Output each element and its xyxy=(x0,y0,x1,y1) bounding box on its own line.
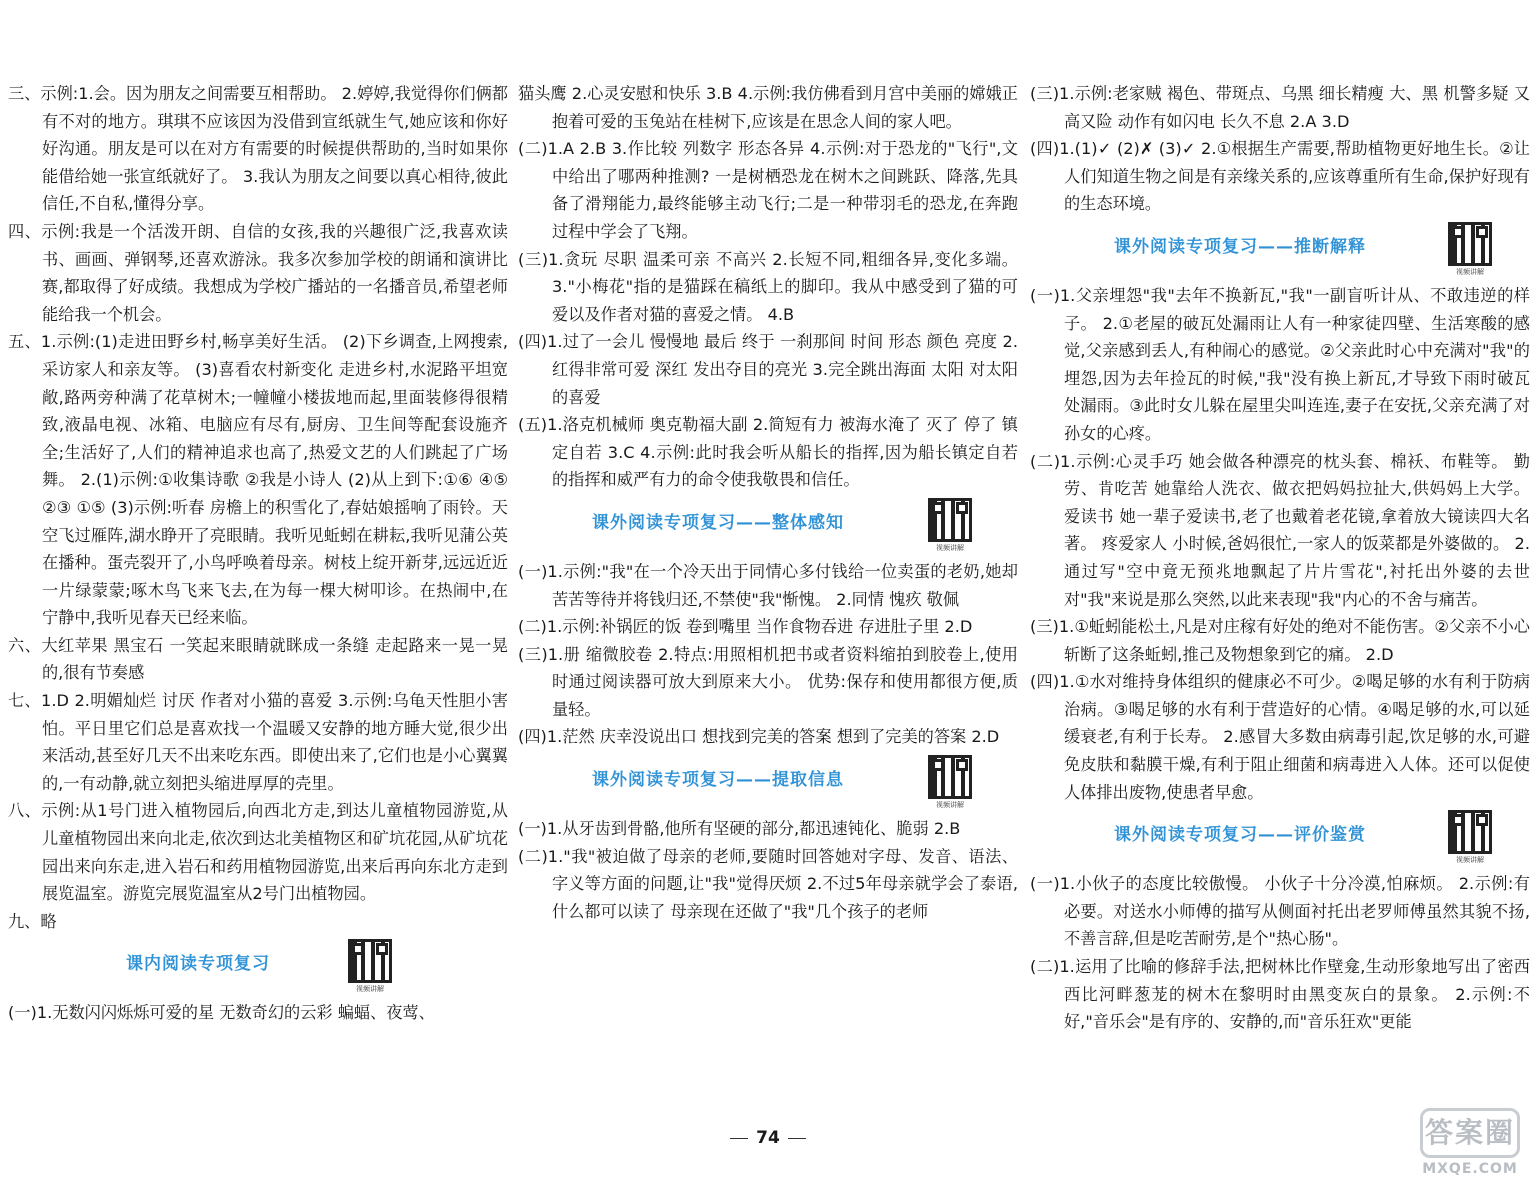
answer-paragraph: 五、1.示例:(1)走进田野乡村,畅享美好生活。 (2)下乡调查,上网搜索,采访家人和亲友等。 (3)喜看农村新变化 走进乡村,水泥路平坦宽敞,路两旁种满了花草树木;一幢幢小楼拔地而起,里面装修得很精致,液晶电视、冰箱、电脑应有尽有,厨房、卫生间等配套设施齐全;生活好了,人们的精神追求也高了,热爱文艺的人们跳起了广场舞。 2.(1)示例:①收集诗歌 ②我是小诗人 (2)从上到下:①⑥ ④⑤ ②③ ①⑤ (3)示例:听春 房檐上的积雪化了,春姑娘摇响了雨铃。天空飞过雁阵,湖水睁开了亮眼睛。我听见蚯蚓在耕耘,我听见蒲公英在播种。蛋壳裂开了,小鸟呼唤着母亲。树枝上绽开新芽,远远近近一片绿蒙蒙;啄木鸟飞来飞去,在为每一棵大树叩诊。在热闹中,在宁静中,我听见春天已经来临。 xyxy=(8,332,508,628)
answer-paragraph: 猫头鹰 2.心灵安慰和快乐 3.B 4.示例:我仿佛看到月宫中美丽的嫦娥正抱着可爱的玉兔站在桂树下,应该是在思念人间的家人吧。 xyxy=(518,84,1018,131)
answer-paragraph: 七、1.D 2.明媚灿烂 讨厌 作者对小猫的喜爱 3.示例:乌龟天性胆小害怕。平日里它们总是喜欢找一个温暖又安静的地方睡大觉,很少出来活动,甚至好几天不出来吃东西。即使出来了,它们也是小心翼翼的,一有动静,就立刻把头缩进厚厚的壳里。 xyxy=(8,691,508,793)
answer-paragraph: (二)1.A 2.B 3.作比较 列数字 形态各异 4.示例:对于恐龙的"飞行",文中给出了哪两种推测? 一是树栖恐龙在树木之间跳跃、降落,先具备了滑翔能力,最终能够主动飞行;二是一种带羽毛的恐龙,在奔跑过程中学会了飞翔。 xyxy=(518,139,1018,241)
answer-column-right xyxy=(1030,80,1530,1036)
answer-paragraph: (一)1.示例:"我"在一个冷天出于同情心多付钱给一位卖蛋的老奶,她却苦苦等待并将钱归还,不禁使"我"惭愧。 2.同情 愧疚 敬佩 xyxy=(518,561,1018,609)
section-header-overall-perception xyxy=(518,496,1018,554)
section-header-in-class-reading xyxy=(8,937,508,995)
section-header-inference xyxy=(1030,220,1530,278)
section-title: 课外阅读专项复习——整体感知 xyxy=(592,512,844,533)
qr-code-icon[interactable] xyxy=(928,498,972,542)
section-header-appreciation xyxy=(1030,808,1530,866)
watermark-logo xyxy=(1410,1108,1530,1186)
answer-paragraph: (二)1."我"被迫做了母亲的老师,要随时回答她对字母、发音、语法、字义等方面的问题,让"我"觉得厌烦 2.不过5年母亲就学会了泰语,什么都可以读了 母亲现在还做了"我"几个孩子的老师 xyxy=(518,846,1018,921)
section-title: 课外阅读专项复习——评价鉴赏 xyxy=(1114,825,1366,846)
answer-paragraph: (一)1.无数闪闪烁烁可爱的星 无数奇幻的云彩 蝙蝠、夜莺、 xyxy=(8,1003,435,1023)
section-title: 课外阅读专项复习——提取信息 xyxy=(592,770,844,791)
qr-code-icon[interactable] xyxy=(1448,810,1492,854)
qr-caption: 视频讲解 xyxy=(356,985,384,994)
answer-paragraph: 九、略 xyxy=(8,911,57,931)
answer-paragraph: (二)1.示例:补锅匠的饭 卷到嘴里 当作食物吞进 存进肚子里 2.D xyxy=(518,617,973,637)
section-title: 课内阅读专项复习 xyxy=(126,954,270,975)
qr-caption: 视频讲解 xyxy=(1456,267,1484,276)
section-title: 课外阅读专项复习——推断解释 xyxy=(1114,236,1366,257)
watermark-text: 答案圈 xyxy=(1420,1108,1520,1158)
answer-paragraph: (四)1.茫然 庆幸没说出口 想找到完美的答案 想到了完美的答案 2.D xyxy=(518,727,1000,747)
qr-code-icon[interactable] xyxy=(348,939,392,983)
answer-paragraph: 四、示例:我是一个活泼开朗、自信的女孩,我的兴趣很广泛,我喜欢读书、画画、弹钢琴,还喜欢游泳。我多次参加学校的朗诵和演讲比赛,都取得了好成绩。我想成为学校广播站的一名播音员,希望老师能给我一个机会。 xyxy=(8,221,508,324)
answer-paragraph: (三)1.①蚯蚓能松土,凡是对庄稼有好处的绝对不能伤害。②父亲不小心斩断了这条蚯蚓,推己及物想象到它的痛。 2.D xyxy=(1030,617,1530,664)
answer-paragraph: (二)1.运用了比喻的修辞手法,把树林比作壁龛,生动形象地写出了密西西比河畔葱茏的树木在黎明时由黑变灰白的景象。 2.示例:不好,"音乐会"是有序的、安静的,而"音乐狂欢"更能 xyxy=(1030,957,1530,1032)
answer-paragraph: (二)1.示例:心灵手巧 她会做各种漂亮的枕头套、棉袄、布鞋等。 勤劳、肯吃苦 她靠给人洗衣、做衣把妈妈拉扯大,供妈妈上大学。 爱读书 她一辈子爱读书,老了也戴着老花镜,拿着放大镜读四大名著。 疼爱家人 小时候,爸妈很忙,一家人的饭菜都是外婆做的。 2.通过写"空中竟无预兆地飘起了片片雪花",衬托出外婆的去世对"我"来说是那么突然,以此来表现"我"内心的不舍与痛苦。 xyxy=(1030,451,1530,609)
qr-caption: 视频讲解 xyxy=(936,543,964,552)
section-header-extract-info xyxy=(518,753,1018,811)
answer-paragraph: (四)1.(1)✓ (2)✗ (3)✓ 2.①根据生产需要,帮助植物更好地生长。②让人们知道生物之间是有亲缘关系的,应该尊重所有生命,保护好现有的生态环境。 xyxy=(1030,139,1530,214)
answer-paragraph: (三)1.示例:老家贼 褐色、带斑点、乌黑 细长精瘦 大、黑 机警多疑 又高又险 动作有如闪电 长久不息 2.A 3.D xyxy=(1030,84,1530,131)
answer-column-middle xyxy=(518,80,1018,925)
qr-caption: 视频讲解 xyxy=(1456,856,1484,865)
answer-paragraph: (四)1.过了一会儿 慢慢地 最后 终于 一刹那间 时间 形态 颜色 亮度 2.红得非常可爱 深红 发出夺目的亮光 3.完全跳出海面 太阳 对太阳的喜爱 xyxy=(518,332,1018,407)
answer-paragraph: (三)1.贪玩 尽职 温柔可亲 不高兴 2.长短不同,粗细各异,变化多端。 3."小梅花"指的是猫踩在稿纸上的脚印。我从中感受到了猫的可爱以及作者对猫的喜爱之情。 4.B xyxy=(518,249,1018,324)
answer-paragraph: (四)1.①水对维持身体组织的健康必不可少。②喝足够的水有利于防病治病。③喝足够的水有利于营造好的心情。④喝足够的水,可以延缓衰老,有利于长寿。 2.感冒大多数由病毒引起,饮足够的水,可避免皮肤和黏膜干燥,有利于阻止细菌和病毒进入人体。还可以促使人体排出废物,使患者早愈。 xyxy=(1030,672,1530,802)
answer-paragraph: (一)1.小伙子的态度比较傲慢。 小伙子十分冷漠,怕麻烦。 2.示例:有必要。对送水小师傅的描写从侧面衬托出老罗师傅虽然其貌不扬,不善言辞,但是吃苦耐劳,是个"热心肠"。 xyxy=(1030,874,1530,949)
qr-caption: 视频讲解 xyxy=(936,801,964,810)
qr-code-icon[interactable] xyxy=(1448,222,1492,266)
answer-paragraph: (五)1.洛克机械师 奥克勒福大副 2.简短有力 被海水淹了 灭了 停了 镇定自若 3.C 4.示例:此时我会听从船长的指挥,因为船长镇定自若的指挥和威严有力的命令使我敬畏和信任。 xyxy=(518,415,1018,490)
answer-paragraph: (一)1.父亲埋怨"我"去年不换新瓦,"我"一副盲听计从、不敢违逆的样子。 2.①老屋的破瓦处漏雨让人有一种家徒四壁、生活寒酸的感觉,父亲感到丢人,有种闹心的感觉。②父亲此时心中充满对"我"的埋怨,因为去年捡瓦的时候,"我"没有换上新瓦,才导致下雨时破瓦处漏雨。③此时女儿躲在屋里尖叫连连,妻子在安抚,父亲充满了对孙女的心疼。 xyxy=(1030,285,1530,443)
answer-paragraph: 六、大红苹果 黑宝石 一笑起来眼睛就眯成一条缝 走起路来一晃一晃的,很有节奏感 xyxy=(8,635,508,683)
page-number: 74 xyxy=(0,1128,1536,1148)
answer-paragraph: (三)1.册 缩微胶卷 2.特点:用照相机把书或者资料缩拍到胶卷上,使用时通过阅读器可放大到原来大小。 优势:保存和使用都很方便,质量轻。 xyxy=(518,644,1018,719)
answer-paragraph: 八、示例:从1号门进入植物园后,向西北方走,到达儿童植物园游览,从儿童植物园出来向北走,依次到达北美植物区和矿坑花园,从矿坑花园出来向东走,进入岩石和药用植物园游览,出来后再向东北方走到展览温室。游览完展览温室从2号门出植物园。 xyxy=(8,801,508,904)
answer-paragraph: 三、示例:1.会。因为朋友之间需要互相帮助。 2.婷婷,我觉得你们俩都有不对的地方。琪琪不应该因为没借到宣纸就生气,她应该和你好好沟通。朋友是可以在对方有需要的时候提供帮助的,当时如果你能借给她一张宣纸就好了。 3.我认为朋友之间要以真心相待,彼此信任,不自私,懂得分享。 xyxy=(8,84,508,214)
qr-code-icon[interactable] xyxy=(928,755,972,799)
watermark-url: MXQE.COM xyxy=(1422,1161,1518,1177)
answer-paragraph: (一)1.从牙齿到骨骼,他所有坚硬的部分,都迅速钝化、脆弱 2.B xyxy=(518,819,961,839)
answer-column-left xyxy=(8,80,508,1027)
answer-block-group xyxy=(8,80,508,935)
